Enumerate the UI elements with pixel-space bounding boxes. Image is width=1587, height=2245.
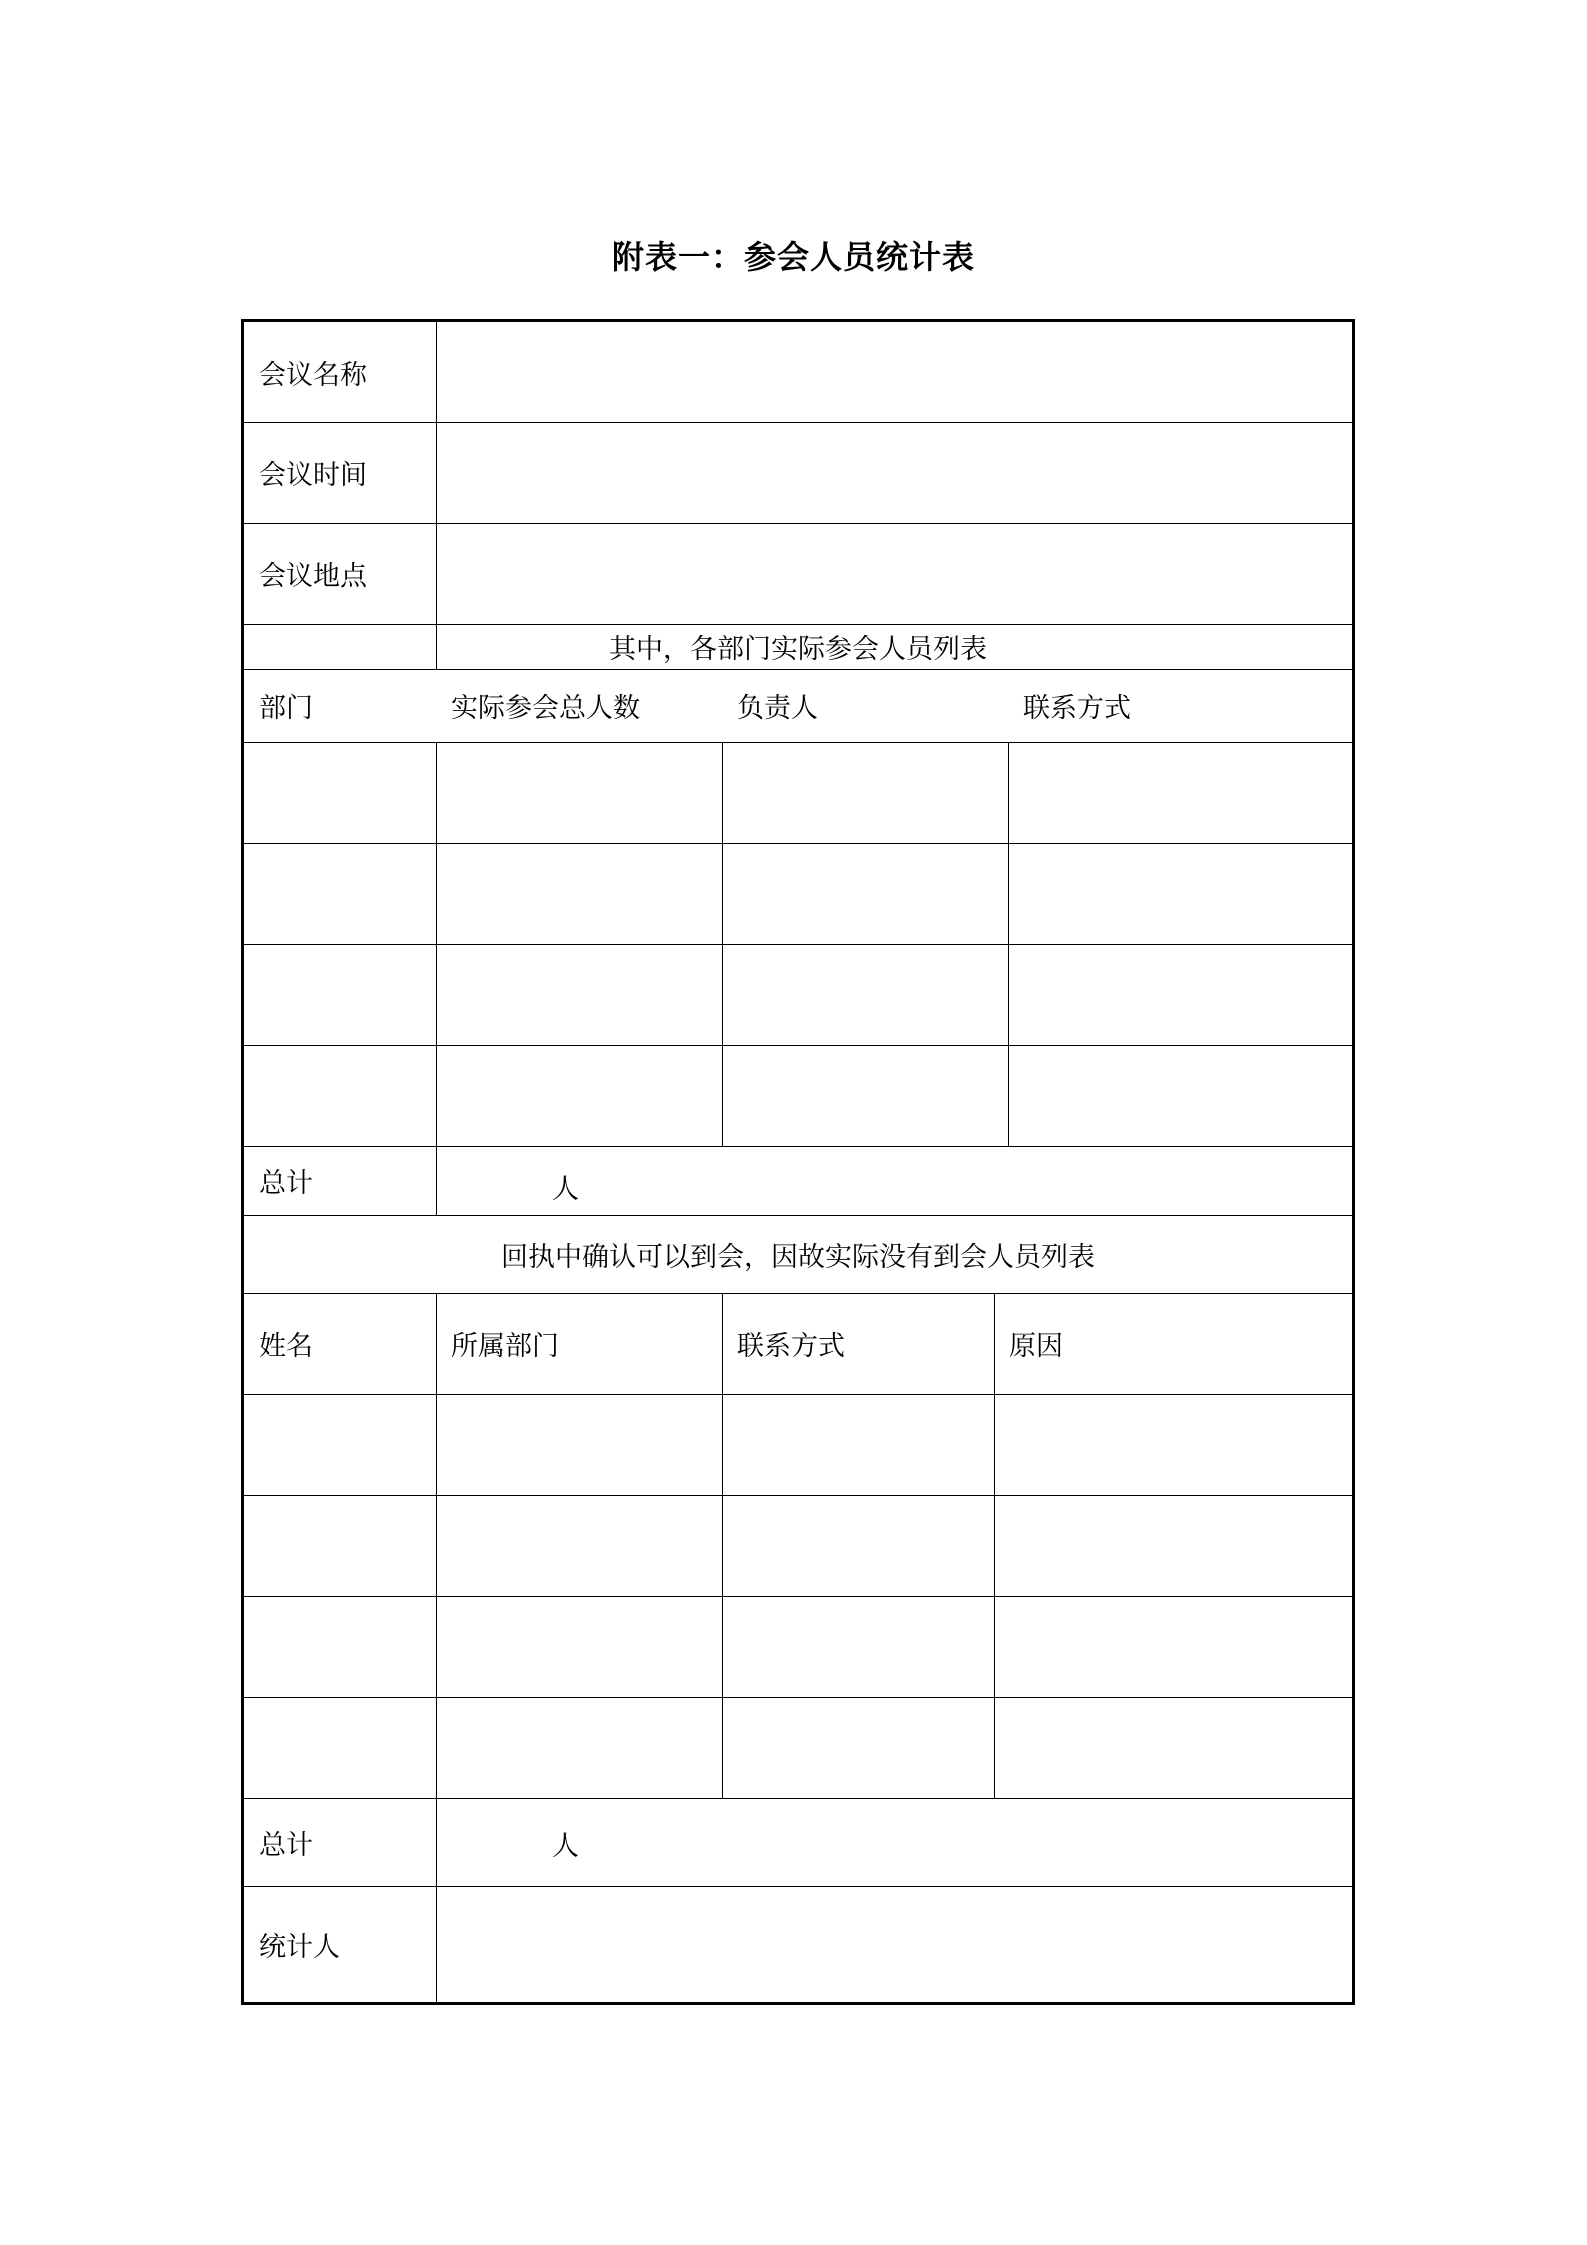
total-label-attendees: 总计 [259,1168,313,1199]
header-reason: 原因 [1009,1331,1063,1362]
meeting-name-label: 会议名称 [259,359,367,391]
col-divider [722,742,723,1146]
header-actual-attendee-count: 实际参会总人数 [451,693,640,724]
row-divider [244,1045,1352,1046]
meeting-place-value[interactable] [436,523,1352,624]
header-contact: 联系方式 [737,1331,845,1362]
header-affiliated-department: 所属部门 [451,1331,559,1362]
total-unit-attendees: 人 [552,1174,579,1205]
page-title: 附表一：参会人员统计表 [611,238,975,276]
row-divider [244,1394,1352,1395]
meeting-name-value[interactable] [436,322,1352,422]
header-department: 部门 [259,693,313,724]
header-contact: 联系方式 [1023,693,1131,724]
section-heading-absentees: 回执中确认可以到会，因故实际没有到会人员列表 [501,1241,1095,1273]
header-name: 姓名 [259,1331,313,1362]
counter-value[interactable] [436,1886,1352,2002]
meeting-time-label: 会议时间 [259,460,367,491]
row-divider [244,1495,1352,1496]
row-divider [244,742,1352,743]
attendance-form-table [241,319,1355,2005]
counter-label: 统计人 [259,1931,340,1963]
total-label-absentees: 总计 [259,1829,313,1861]
row-divider [244,944,1352,945]
total-unit-absentees: 人 [552,1831,579,1862]
col-divider [1008,742,1009,1146]
row-divider [244,1596,1352,1597]
meeting-place-label: 会议地点 [259,561,367,592]
section-heading-attendees: 其中，各部门实际参会人员列表 [609,634,987,665]
header-person-in-charge: 负责人 [737,693,818,724]
meeting-time-value[interactable] [436,422,1352,523]
row-divider [244,843,1352,844]
col-divider [436,742,437,1215]
row-divider [244,1697,1352,1698]
